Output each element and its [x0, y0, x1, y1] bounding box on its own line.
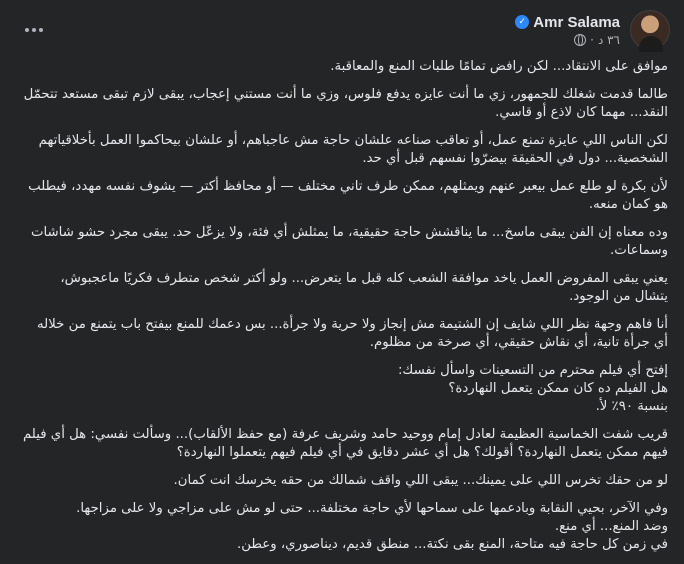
post-text-line: لكن الناس اللي عايزة تمنع عمل، أو تعاقب صناعه علشان حاجة مش عاجباهم، أو علشان بيحاكموا العمل بأخلاقياتهم: [38, 133, 668, 148]
post-paragraph: [16, 316, 668, 352]
post-text-line: الشخصية... دول في الحقيقة بيضرّوا نفسهم قبل أي حد.: [362, 151, 668, 166]
post-text-line: يعني يبقى المفروض العمل ياخد موافقة الشعب كله قبل ما يتعرض... ولو أكتر شخص متطرف فكريًا ماعجبوش،: [60, 271, 668, 286]
post-body: [16, 58, 668, 564]
post-text-line: طالما قدمت شغلك للجمهور، زي ما أنت عايزه يدفع فلوس، وزي ما أنت مستني إعجاب، يبقى لازم تبقى مستعد تتحمّل: [23, 87, 668, 102]
post-text-line: هو كمان منعه.: [588, 197, 668, 212]
post-text-line: لو من حقك تخرس اللي على يمينك... يبقى اللي واقف شمالك من حقه يخرسك انت كمان.: [173, 473, 668, 488]
post-meta: [515, 14, 620, 47]
more-dot-icon: [32, 28, 36, 32]
post-paragraph: [16, 132, 668, 168]
post-paragraph: [16, 426, 668, 462]
post-paragraph: [16, 362, 668, 416]
post-text-line: هل الفيلم ده كان ممكن يتعمل النهاردة؟: [448, 381, 668, 396]
post-paragraph: [16, 178, 668, 214]
separator-dot: ·: [590, 32, 594, 47]
post-text-line: يتشال من الوجود.: [569, 289, 668, 304]
post-paragraph: [16, 58, 668, 76]
post-text-line: وسماعات.: [609, 243, 668, 258]
post-paragraph: [16, 270, 668, 306]
post-time-row: [574, 33, 620, 47]
globe-icon[interactable]: [574, 34, 586, 46]
post-text-line: فيهم ممكن يتعمل النهاردة؟ أقولك؟ هل أي عشر دقايق في أي فيلم فيهم يتعملوا النهاردة؟: [176, 445, 668, 460]
post-timestamp[interactable]: ٣٦ د: [597, 32, 620, 47]
more-dot-icon: [25, 28, 29, 32]
post-text-line: وضد المنع... أي منع.: [554, 519, 668, 534]
verified-badge-icon: ✓: [515, 15, 529, 29]
post-text-line: قريب شفت الخماسية العظيمة لعادل إمام ووحيد حامد وشريف عرفة (مع حفظ الألقاب)... وسألت نفسي: هل أي فيلم: [22, 427, 668, 442]
more-dot-icon: [39, 28, 43, 32]
post-text-line: النقد... مهما كان لاذع أو قاسي.: [495, 105, 668, 120]
post-options-button[interactable]: [20, 16, 48, 44]
post-paragraph: [16, 86, 668, 122]
post-paragraph: [16, 224, 668, 260]
author-name[interactable]: Amr Salama: [533, 13, 620, 31]
post-paragraph: [16, 500, 668, 554]
post-text-line: في زمن كل حاجة فيه متاحة، المنع بقى نكتة... منطق قديم، ديناصوري، وعطن.: [237, 537, 668, 552]
post-text-line: إفتح أي فيلم محترم من التسعينات واسأل نفسك:: [397, 363, 668, 378]
post-paragraph: [16, 472, 668, 490]
post-text-line: بنسبة ٩٠٪ لأ.: [595, 399, 668, 414]
post-header: [515, 10, 670, 50]
post-text-line: وده معناه إن الفن يبقى ماسخ... ما يناقشش حاجة حقيقية، ما يمثلش أي فئة، ولا يزعّل حد. يبقى مجرد حشو شاشات: [30, 225, 668, 240]
post-text-line: وفي الآخر، بحيي النقابة وبادعمها على سماحها لأي حاجة مختلفة... حتى لو مش على مزاجي ولا على مزاجها.: [76, 501, 668, 516]
post-text-line: أنا فاهم وجهة نظر اللي شايف إن الشتيمة مش إنجاز ولا حرية ولا جرأة... بس دعمك للمنع بيفتح باب يتمنع من خلاله: [37, 317, 668, 332]
author-row: [515, 14, 620, 31]
post-text-line: موافق على الانتقاد... لكن رافض تمامًا طلبات المنع والمعاقبة.: [330, 59, 668, 74]
post-text-line: لأن بكرة لو طلع عمل بيعبر عنهم ويمثلهم، ممكن طرف تاني مختلف — أو محافظ أكتر — يشوف نفسه مهدد، فيطلب: [28, 179, 668, 194]
post-text-line: أي جرأة تانية، أي نقاش حقيقي، أي صرخة من مظلوم.: [369, 335, 668, 350]
author-avatar[interactable]: [630, 10, 670, 50]
